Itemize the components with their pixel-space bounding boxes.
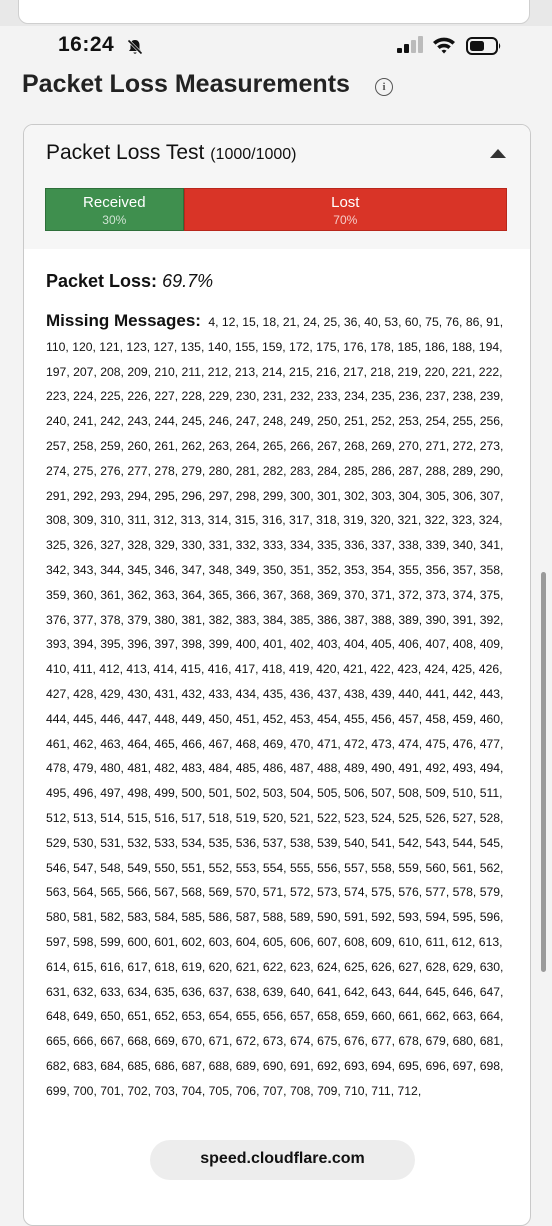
lost-label: Lost: [331, 194, 360, 211]
battery-icon: [466, 37, 502, 55]
info-icon[interactable]: i: [375, 78, 393, 96]
previous-card: [18, 0, 530, 24]
lost-segment: [184, 188, 507, 231]
status-time: 16:24: [58, 33, 115, 56]
missing-messages: [46, 309, 508, 1104]
card-header[interactable]: [24, 125, 530, 249]
card-title: [46, 141, 297, 165]
scrollbar[interactable]: [541, 572, 546, 972]
collapse-caret-icon[interactable]: [490, 149, 506, 158]
received-percent: 30%: [102, 213, 127, 227]
url-bar[interactable]: speed.cloudflare.com: [150, 1140, 415, 1180]
card-title-text: Packet Loss Test: [46, 141, 205, 164]
bell-slash-icon: [126, 38, 144, 56]
previous-card-edge: [0, 0, 552, 26]
signal-icon: [396, 36, 426, 54]
missing-messages-label: Missing Messages:: [46, 311, 201, 330]
received-segment: [45, 188, 184, 231]
wifi-icon: [432, 36, 456, 54]
packet-result-bar: [45, 188, 507, 231]
packet-loss-card: [23, 124, 531, 1226]
status-bar: [0, 26, 552, 66]
page-title: Packet Loss Measurements: [22, 70, 350, 98]
packet-loss-summary: [46, 271, 213, 292]
lost-percent: 70%: [333, 213, 358, 227]
missing-messages-list: 4, 12, 15, 18, 21, 24, 25, 36, 40, 53, 60, 75, 76, 86, 91, 110, 120, 121, 123, 127, 135, 140, 155, 159, 172, 175, 176, 178, 185, 186, 188, 194, 197, 207, 208, 209, 210, 211, 212, 213, 214, 215, 216, 217, 218, 219, 220, 221, 222, 223, 224, 225, 226, 227, 228, 229, 230, 231, 232, 233, 234, 235, 236, 237, 238, 239, 240, 241, 242, 243, 244, 245, 246, 247, 248, 249, 250, 251, 252, 253, 254, 255, 256, 257, 258, 259, 260, 261, 262, 263, 264, 265, 266, 267, 268, 269, 270, 271, 272, 273, 274, 275, 276, 277, 278, 279, 280, 281, 282, 283, 284, 285, 286, 287, 288, 289, 290, 291, 292, 293, 294, 295, 296, 297, 298, 299, 300, 301, 302, 303, 304, 305, 306, 307, 308, 309, 310, 311, 312, 313, 314, 315, 316, 317, 318, 319, 320, 321, 322, 323, 324, 325, 326, 327, 328, 329, 330, 331, 332, 333, 334, 335, 336, 337, 338, 339, 340, 341, 342, 343, 344, 345, 346, 347, 348, 349, 350, 351, 352, 353, 354, 355, 356, 357, 358, 359, 360, 361, 362, 363, 364, 365, 366, 367, 368, 369, 370, 371, 372, 373, 374, 375, 376, 377, 378, 379, 380, 381, 382, 383, 384, 385, 386, 387, 388, 389, 390, 391, 392, 393, 394, 395, 396, 397, 398, 399, 400, 401, 402, 403, 404, 405, 406, 407, 408, 409, 410, 411, 412, 413, 414, 415, 416, 417, 418, 419, 420, 421, 422, 423, 424, 425, 426, 427, 428, 429, 430, 431, 432, 433, 434, 435, 436, 437, 438, 439, 440, 441, 442, 443, 444, 445, 446, 447, 448, 449, 450, 451, 452, 453, 454, 455, 456, 457, 458, 459, 460, 461, 462, 463, 464, 465, 466, 467, 468, 469, 470, 471, 472, 473, 474, 475, 476, 477, 478, 479, 480, 481, 482, 483, 484, 485, 486, 487, 488, 489, 490, 491, 492, 493, 494, 495, 496, 497, 498, 499, 500, 501, 502, 503, 504, 505, 506, 507, 508, 509, 510, 511, 512, 513, 514, 515, 516, 517, 518, 519, 520, 521, 522, 523, 524, 525, 526, 527, 528, 529, 530, 531, 532, 533, 534, 535, 536, 537, 538, 539, 540, 541, 542, 543, 544, 545, 546, 547, 548, 549, 550, 551, 552, 553, 554, 555, 556, 557, 558, 559, 560, 561, 562, 563, 564, 565, 566, 567, 568, 569, 570, 571, 572, 573, 574, 575, 576, 577, 578, 579, 580, 581, 582, 583, 584, 585, 586, 587, 588, 589, 590, 591, 592, 593, 594, 595, 596, 597, 598, 599, 600, 601, 602, 603, 604, 605, 606, 607, 608, 609, 610, 611, 612, 613, 614, 615, 616, 617, 618, 619, 620, 621, 622, 623, 624, 625, 626, 627, 628, 629, 630, 631, 632, 633, 634, 635, 636, 637, 638, 639, 640, 641, 642, 643, 644, 645, 646, 647, 648, 649, 650, 651, 652, 653, 654, 655, 656, 657, 658, 659, 660, 661, 662, 663, 664, 665, 666, 667, 668, 669, 670, 671, 672, 673, 674, 675, 676, 677, 678, 679, 680, 681, 682, 683, 684, 685, 686, 687, 688, 689, 690, 691, 692, 693, 694, 695, 696, 697, 698, 699, 700, 701, 702, 703, 704, 705, 706, 707, 708, 709, 710, 711, 712,: [46, 315, 504, 1098]
packet-loss-value: 69.7%: [162, 271, 214, 291]
received-label: Received: [83, 194, 146, 211]
packet-loss-label: Packet Loss:: [46, 271, 158, 291]
test-count: (1000/1000): [210, 146, 297, 163]
